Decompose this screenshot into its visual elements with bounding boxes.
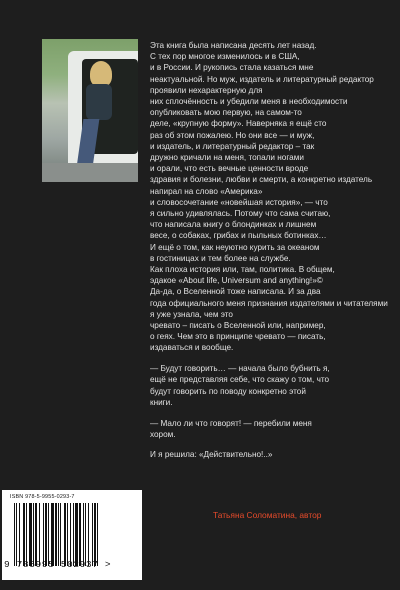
paragraph-dialogue-2: — Мало ли что говорят! — перебили меня хором. xyxy=(150,418,312,439)
ean-digits: 9 785995 502937 > xyxy=(4,559,112,570)
author-figure-body xyxy=(86,84,112,120)
paragraph-final: И я решила: «Действительно!..» xyxy=(150,450,273,460)
paragraph-dialogue-1: — Будут говорить… — начала было бубнить я, ещё не представляя себе, что скажу о том, что будут говорить по поводу конкретно этой книги. xyxy=(150,364,330,407)
barcode-icon xyxy=(14,503,130,566)
author-photo xyxy=(42,39,138,182)
annotation-text xyxy=(150,40,390,470)
barcode-block xyxy=(2,490,142,580)
isbn-label: ISBN 978-5-9955-0293-7 xyxy=(10,494,75,500)
author-signature: Татьяна Соломатина, автор xyxy=(213,510,322,520)
paragraph-main: Эта книга была написана десять лет назад. С тех пор многое изменилось и в США, и в России. И рукопись стала казаться мне неактуальной. Но муж, издатель и литературный редактор проявили нехарактерную для них сплочённость и убедили меня в необходимости опубликовать мою первую, на самом-то деле, «крупную форму». Наверняка я ещё сто раз об этом пожалею. Но они все — и муж, и издатель, и литературный редактор – так дружно кричали на меня, топали ногами и орали, что есть вечные ценности вроде здравия и болезни, любви и смерти, а конкретно издатель напирал на слово «Америка» и словосочетание «новейшая история», — что я сильно удивлялась. Потому что сама считаю, что написала книгу о блондинках и лишнем весе, о собаках, грибах и пыльных ботинках… И ещё о том, как неуютно курить за океаном в гостиницах и тем более на службе. Как плоха история или, там, политика. В общем, эдакое «About life, Universum and anything!»© Да-да, о Вселенной тоже написала. И за два года официального меня признания издателями и читателями я уже узнала, чем это чревато – писать о Вселенной или, например, о геях. Чем это в принципе чревато — писать, издаваться и вообще. xyxy=(150,41,388,353)
ground-image xyxy=(42,163,138,182)
